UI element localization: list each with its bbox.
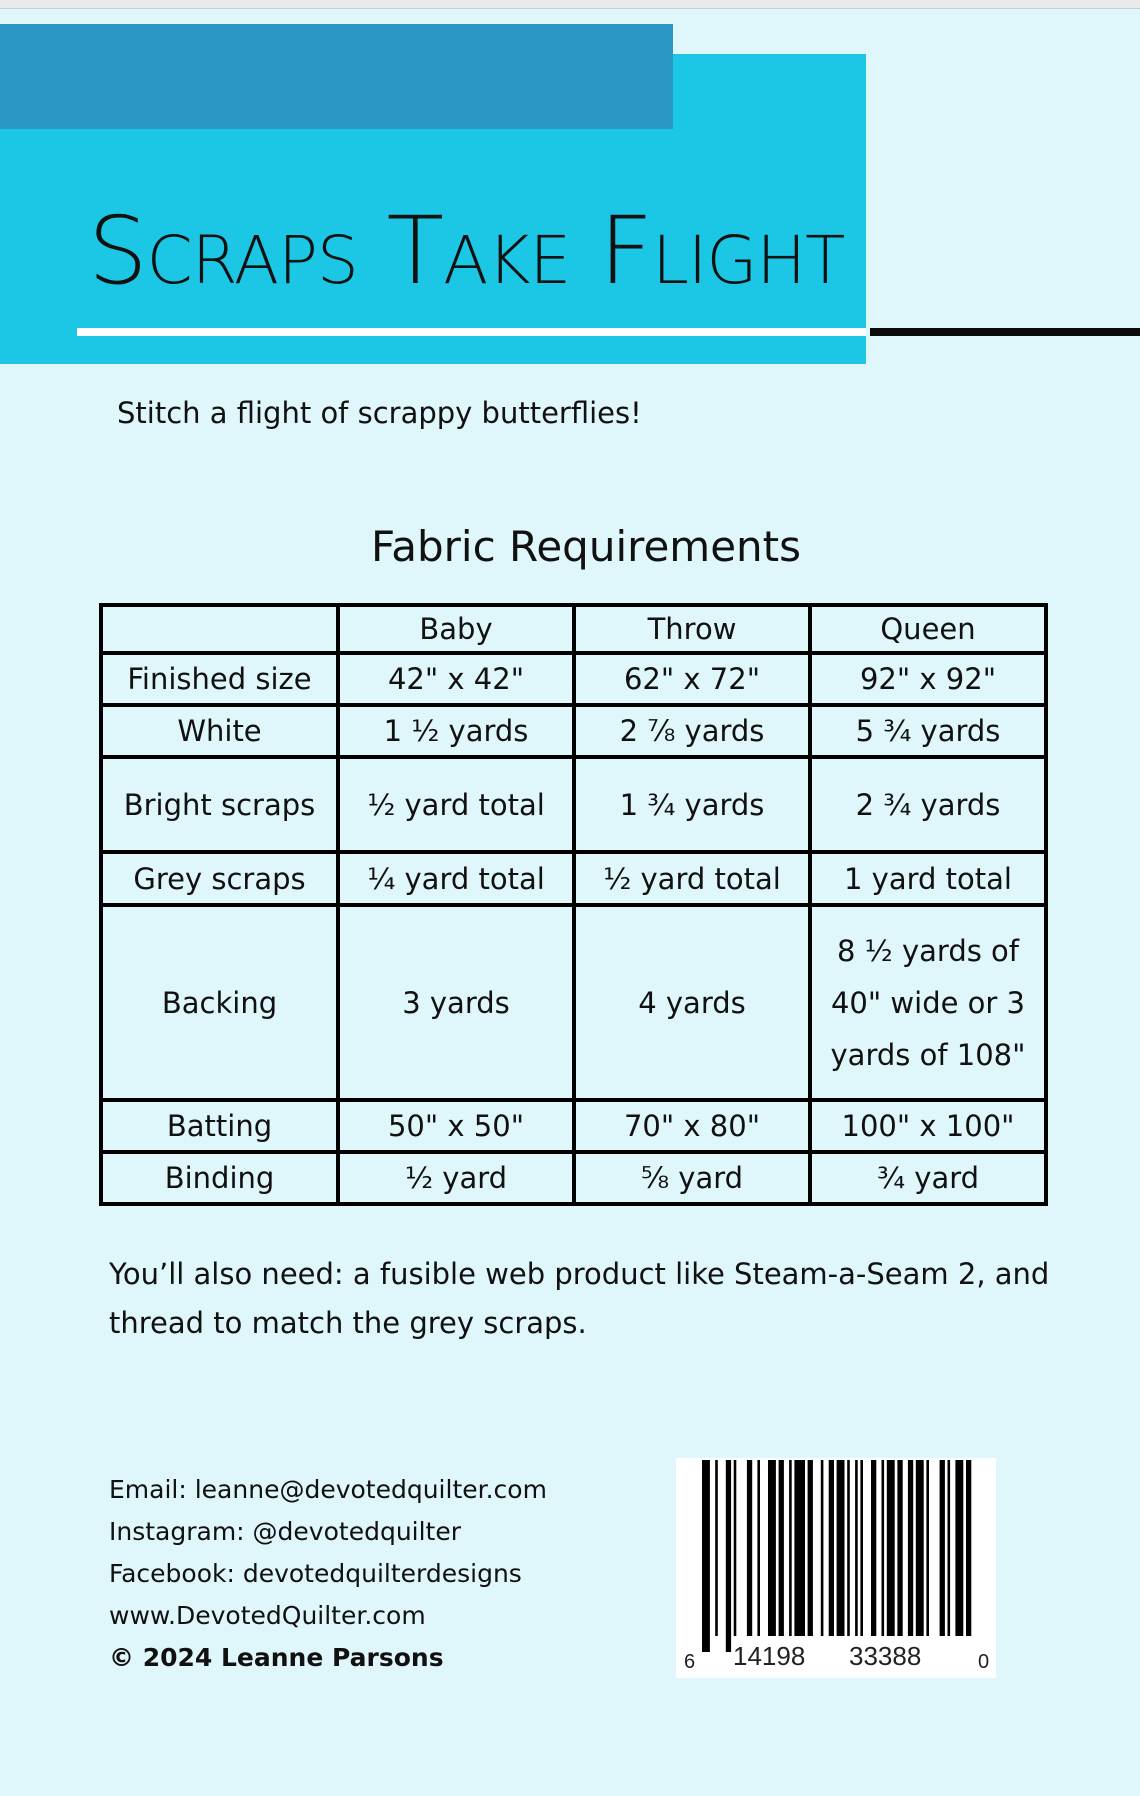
cell-throw: 1 ¾ yards bbox=[574, 757, 810, 852]
barcode-bars bbox=[702, 1460, 971, 1652]
cell-baby: ½ yard total bbox=[338, 757, 574, 852]
cell-queen: 2 ¾ yards bbox=[810, 757, 1046, 852]
cell-baby: 3 yards bbox=[338, 905, 574, 1100]
table-row bbox=[101, 1152, 1046, 1204]
fabric-requirements-heading: Fabric Requirements bbox=[370, 522, 802, 571]
page-title: Scraps Take Flight bbox=[88, 197, 845, 306]
row-label: Batting bbox=[101, 1100, 338, 1152]
table-row bbox=[101, 705, 1046, 757]
cell-queen: 8 ½ yards of 40" wide or 3 yards of 108" bbox=[810, 905, 1046, 1100]
header-cell-throw: Throw bbox=[574, 605, 810, 653]
cell-baby: ¼ yard total bbox=[338, 852, 574, 905]
header-cell-baby: Baby bbox=[338, 605, 574, 653]
barcode-left-group: 14198 bbox=[733, 1641, 806, 1671]
barcode-check-digit: 0 bbox=[978, 1651, 990, 1673]
row-label: Bright scraps bbox=[101, 757, 338, 852]
barcode-bar bbox=[715, 1460, 718, 1636]
cell-baby: 1 ½ yards bbox=[338, 705, 574, 757]
row-label: Grey scraps bbox=[101, 852, 338, 905]
barcode-bar bbox=[955, 1460, 963, 1636]
header-band-dark bbox=[0, 24, 673, 129]
barcode-bar bbox=[794, 1460, 805, 1636]
cell-throw: ⅝ yard bbox=[574, 1152, 810, 1204]
table-row bbox=[101, 757, 1046, 852]
cell-queen: 5 ¾ yards bbox=[810, 705, 1046, 757]
contact-email: Email: leanne@devotedquilter.com bbox=[109, 1475, 547, 1504]
barcode-bar bbox=[940, 1460, 945, 1636]
barcode-graphic bbox=[676, 1458, 996, 1678]
upc-barcode bbox=[676, 1458, 996, 1678]
barcode-bar bbox=[779, 1460, 784, 1636]
page-top-border bbox=[0, 0, 1140, 9]
barcode-bar bbox=[757, 1460, 760, 1636]
cell-queen: ¾ yard bbox=[810, 1152, 1046, 1204]
barcode-bar bbox=[829, 1460, 834, 1636]
barcode-bar bbox=[871, 1460, 876, 1636]
barcode-bar bbox=[966, 1460, 971, 1636]
barcode-first-digit: 6 bbox=[684, 1651, 696, 1673]
table-row bbox=[101, 653, 1046, 705]
copyright: © 2024 Leanne Parsons bbox=[109, 1643, 444, 1672]
barcode-bar bbox=[897, 1460, 902, 1636]
barcode-bar bbox=[768, 1460, 776, 1636]
row-label: Backing bbox=[101, 905, 338, 1100]
table-header-row bbox=[101, 605, 1046, 653]
barcode-bar bbox=[926, 1460, 929, 1636]
contact-facebook: Facebook: devotedquilterdesigns bbox=[109, 1559, 522, 1588]
cell-throw: 4 yards bbox=[574, 905, 810, 1100]
barcode-bar bbox=[702, 1460, 710, 1652]
cell-throw: ½ yard total bbox=[574, 852, 810, 905]
contact-block bbox=[109, 1469, 547, 1679]
table-row bbox=[101, 905, 1046, 1100]
cell-baby: 50" x 50" bbox=[338, 1100, 574, 1152]
barcode-bar bbox=[948, 1460, 951, 1636]
barcode-bar bbox=[789, 1460, 792, 1636]
barcode-bar bbox=[734, 1460, 737, 1636]
barcode-bar bbox=[916, 1460, 924, 1636]
barcode-bar bbox=[908, 1460, 913, 1636]
cell-queen: 1 yard total bbox=[810, 852, 1046, 905]
title-underline bbox=[77, 328, 866, 336]
row-label: Binding bbox=[101, 1152, 338, 1204]
barcode-bar bbox=[847, 1460, 850, 1636]
table-row bbox=[101, 1100, 1046, 1152]
row-label: Finished size bbox=[101, 653, 338, 705]
cell-throw: 62" x 72" bbox=[574, 653, 810, 705]
additional-supplies-note: You’ll also need: a fusible web product like Steam-a-Seam 2, and thread to match the grey scraps. bbox=[109, 1257, 1050, 1340]
cell-baby: ½ yard bbox=[338, 1152, 574, 1204]
cell-throw: 2 ⅞ yards bbox=[574, 705, 810, 757]
tagline: Stitch a flight of scrappy butterflies! bbox=[117, 396, 642, 430]
contact-website: www.DevotedQuilter.com bbox=[109, 1601, 426, 1630]
barcode-bar bbox=[887, 1460, 895, 1636]
barcode-bar bbox=[726, 1460, 731, 1652]
cell-queen: 92" x 92" bbox=[810, 653, 1046, 705]
table-row bbox=[101, 852, 1046, 905]
cell-queen: 100" x 100" bbox=[810, 1100, 1046, 1152]
header-cell-queen: Queen bbox=[810, 605, 1046, 653]
barcode-bar bbox=[837, 1460, 845, 1636]
barcode-bar bbox=[882, 1460, 885, 1636]
fabric-requirements-table bbox=[99, 603, 1048, 1206]
barcode-bar bbox=[860, 1460, 863, 1636]
barcode-bar bbox=[855, 1460, 858, 1636]
header-cell-empty bbox=[101, 605, 338, 653]
title-rule bbox=[870, 328, 1140, 336]
cell-baby: 42" x 42" bbox=[338, 653, 574, 705]
barcode-bar bbox=[808, 1460, 813, 1636]
row-label: White bbox=[101, 705, 338, 757]
contact-instagram: Instagram: @devotedquilter bbox=[109, 1517, 462, 1546]
barcode-right-group: 33388 bbox=[849, 1641, 922, 1671]
cell-throw: 70" x 80" bbox=[574, 1100, 810, 1152]
barcode-bar bbox=[747, 1460, 752, 1636]
barcode-bar bbox=[821, 1460, 824, 1636]
